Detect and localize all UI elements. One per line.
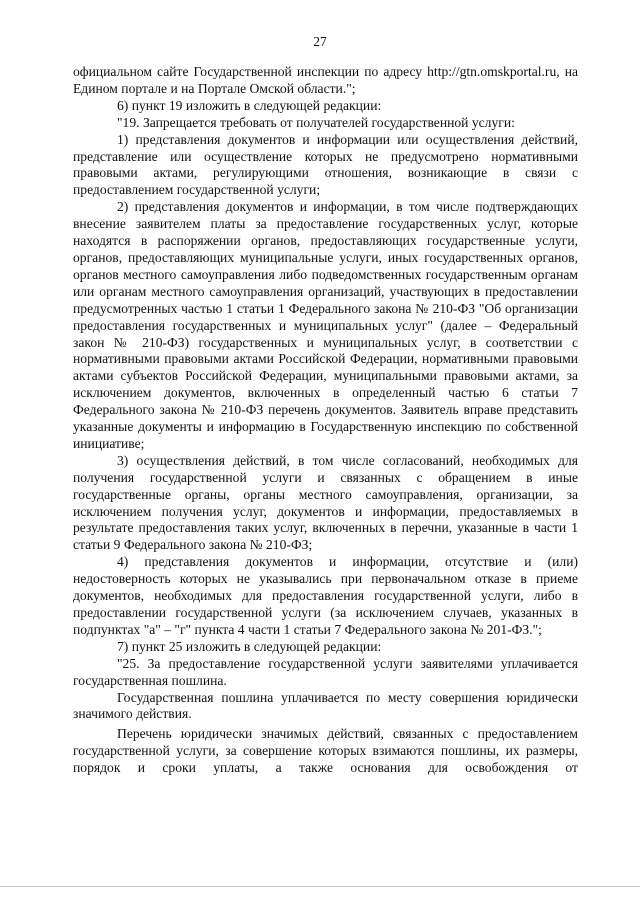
paragraph-item-6: 6) пункт 19 изложить в следующей редакции: [117, 97, 382, 113]
paragraph-fee-list: Перечень юридически значимых действий, связанных с предоставлением государственной услуги, за совершение которых взимаются пошлины, их размеры, порядок и сроки уплаты, а также основания для освобождения от [73, 726, 578, 776]
paragraph-item-7: 7) пункт 25 изложить в следующей редакции: [117, 638, 382, 654]
paragraph-requirement-2: 2) представления документов и информации, в том числе подтверждающих внесение заявителем платы за предоставление государственных услуг, которые находятся в распоряжении органов, предоставляющих государственные услуги, органов, предоставляющих муниципальные услуги, иных государственных органов, органов местного самоуправления либо подведомственных государственным органам или органам местного самоуправления организаций, участвующих в предоставлении предусмотренных частью 1 статьи 1 Федерального закона № 210-ФЗ "Об организации предоставления государственных и муниципальных услуг" (далее – Федеральный закон № 210-ФЗ) государственных и муниципальных услуг, в соответствии с нормативными правовыми актами Российской Федерации, нормативными правовыми актами субъектов Российской Федерации, муниципальными правовыми актами, за исключением документов, включенных в определенный частью 6 статьи 7 Федерального закона № 210-ФЗ перечень документов. Заявитель вправе представить указанные документы и информацию в Государственную инспекцию по собственной инициативе; [73, 199, 578, 451]
paragraph-requirement-1: 1) представления документов и информации или осуществления действий, представление или осуществление которых не предусмотрено нормативными правовыми актами, регулирующими отношения, возникающие в связи с предоставлением государственной услуги; [73, 131, 578, 198]
document-body [73, 64, 578, 777]
paragraph-state-fee: Государственная пошлина уплачивается по месту совершения юридически значимого действия. [73, 689, 578, 722]
page-bottom-edge [0, 886, 640, 887]
paragraph-requirement-3: 3) осуществления действий, в том числе согласований, необходимых для получения государственной услуги и связанных с обращением в иные государственные органы, органы местного самоуправления, организации, за исключением получения услуг, документов и информации, предоставляемых в результате предоставления таких услуг, включенных в перечни, указанные в части 1 статьи 9 Федерального закона № 210-ФЗ; [73, 452, 578, 553]
paragraph-point-25: "25. За предоставление государственной услуги заявителями уплачивается государственная пошлина. [73, 655, 578, 688]
paragraph-point-19: "19. Запрещается требовать от получателей государственной услуги: [117, 114, 515, 130]
paragraph-website-address: официальном сайте Государственной инспекции по адресу http://gtn.omskportal.ru, на Едином портале и на Портале Омской области."; [73, 64, 578, 96]
paragraph-requirement-4: 4) представления документов и информации, отсутствие и (или) недостоверность которых не указывались при первоначальном отказе в приеме документов, необходимых для предоставления государственной услуги, либо в предоставлении государственной услуги (за исключением случаев, указанных в подпунктах "а" – "г" пункта 4 части 1 статьи 7 Федерального закона № 201-ФЗ."; [73, 554, 578, 637]
page-number: 27 [313, 34, 327, 49]
